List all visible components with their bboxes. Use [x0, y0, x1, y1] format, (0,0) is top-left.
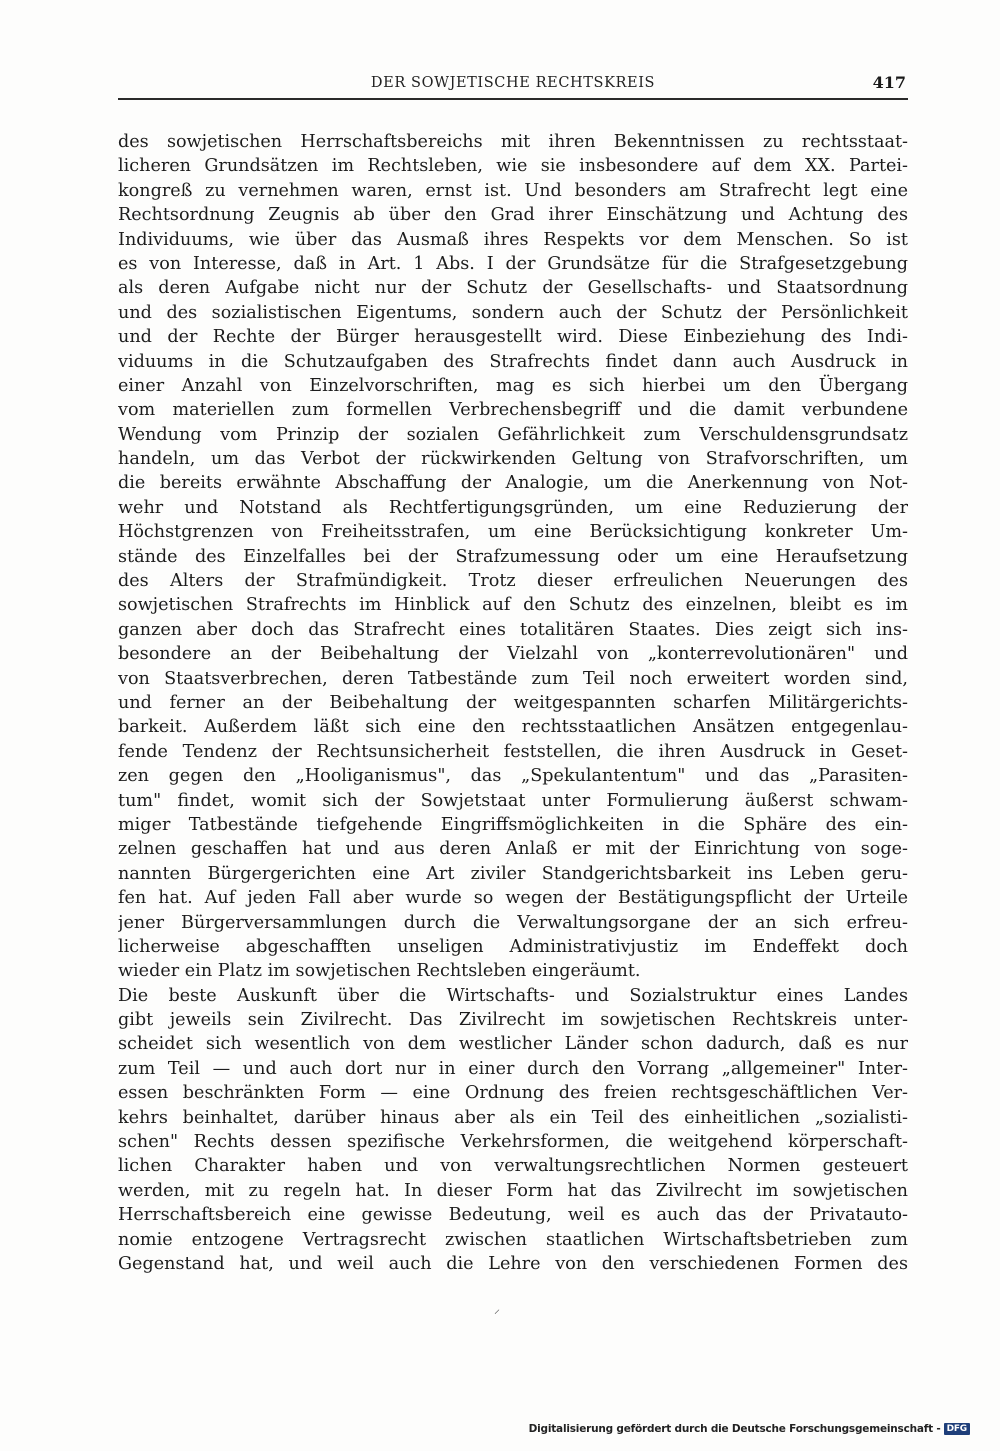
text-line: zen gegen den „Hooliganismus", das „Spekulantentum" und das „Parasiten- [118, 766, 908, 787]
text-line: die bereits erwähnte Abschaffung der Analogie, um die Anerkennung von Not- [118, 473, 908, 494]
text-line: vom materiellen zum formellen Verbrechensbegriff und die damit verbundene [118, 400, 908, 421]
text-line: tum" findet, womit sich der Sowjetstaat unter Formulierung äußerst schwam- [118, 790, 908, 811]
text-line: des Alters der Strafmündigkeit. Trotz dieser erfreulichen Neuerungen des [118, 571, 908, 592]
text-line: und ferner an der Beibehaltung der weitgespannten scharfen Militärgerichts- [118, 692, 908, 713]
text-line: zum Teil — und auch dort nur in einer durch den Vorrang „allgemeiner" Inter- [118, 1058, 908, 1079]
scan-artifact-mark: ⸝ [494, 1302, 501, 1316]
running-header [118, 72, 908, 100]
text-line: gibt jeweils sein Zivilrecht. Das Zivilrecht im sowjetischen Rechtskreis unter- [118, 1010, 908, 1031]
text-line: schen" Rechts dessen spezifische Verkehrsformen, die weitgehend körperschaft- [118, 1132, 908, 1153]
text-line: werden, mit zu regeln hat. In dieser Form hat das Zivilrecht im sowjetischen [118, 1180, 908, 1201]
paragraph-1 [118, 130, 908, 984]
text-line: kehrs beinhaltet, darüber hinaus aber als ein Teil des einheitlichen „sozialisti- [118, 1107, 908, 1128]
text-line: und des sozialistischen Eigentums, sondern auch der Schutz der Persönlichkeit [118, 302, 908, 323]
text-line: des sowjetischen Herrschaftsbereichs mit ihren Bekenntnissen zu rechtsstaat- [118, 132, 908, 152]
text-line: sowjetischen Strafrechts im Hinblick auf den Schutz des einzelnen, bleibt es im [118, 595, 908, 616]
text-line: jener Bürgerversammlungen durch die Verwaltungsorgane der an sich erfreu- [118, 912, 908, 933]
text-line: Herrschaftsbereich eine gewisse Bedeutung, weil es auch das der Privatauto- [118, 1205, 908, 1226]
body-text [118, 130, 908, 1276]
text-line: essen beschränkten Form — eine Ordnung des freien rechtsgeschäftlichen Ver- [118, 1083, 908, 1104]
text-line: fen hat. Auf jeden Fall aber wurde so wegen der Bestätigungspflicht der Urteile [118, 888, 908, 909]
text-line: viduums in die Schutzaufgaben des Strafrechts findet dann auch Ausdruck in [118, 351, 908, 372]
text-line: besondere an der Beibehaltung der Vielzahl von „konterrevolutionären" und [118, 644, 908, 665]
text-line: lichen Charakter haben und von verwaltungsrechtlichen Normen gesteuert [118, 1156, 908, 1177]
text-line: wehr und Notstand als Rechtfertigungsgründen, um eine Reduzierung der [118, 497, 908, 518]
text-line: nannten Bürgergerichten eine Art ziviler Standgerichtsbarkeit ins Leben geru- [118, 863, 908, 884]
text-line: und der Rechte der Bürger herausgestellt wird. Diese Einbeziehung des Indi- [118, 327, 908, 348]
text-line: stände des Einzelfalles bei der Strafzumessung oder um eine Heraufsetzung [118, 546, 908, 567]
text-line: als deren Aufgabe nicht nur der Schutz der Gesellschafts- und Staatsordnung [118, 278, 908, 299]
text-line: Rechtsordnung Zeugnis ab über den Grad ihrer Einschätzung und Achtung des [118, 205, 908, 226]
credit-text: Digitalisierung gefördert durch die Deutsche Forschungsgemeinschaft - [528, 1423, 941, 1435]
text-line: zelnen geschaffen hat und aus deren Anlaß er mit der Einrichtung von soge- [118, 839, 908, 860]
text-line: Die beste Auskunft über die Wirtschafts- und Sozialstruktur eines Landes [118, 985, 908, 1006]
text-line: von Staatsverbrechen, deren Tatbestände zum Teil noch erweitert worden sind, [118, 668, 908, 689]
text-line: Wendung vom Prinzip der sozialen Gefährlichkeit zum Verschuldensgrundsatz [118, 424, 908, 445]
text-line: kongreß zu vernehmen waren, ernst ist. Und besonders am Strafrecht legt eine [118, 180, 908, 201]
text-line: handeln, um das Verbot der rückwirkenden Geltung von Strafvorschriften, um [118, 449, 908, 470]
text-line: miger Tatbestände tiefgehende Eingriffsmöglichkeiten in die Sphäre des ein- [118, 814, 908, 835]
digitization-credit [529, 1423, 970, 1435]
text-line: einer Anzahl von Einzelvorschriften, mag es sich hierbei um den Übergang [118, 375, 908, 396]
text-line: wieder ein Platz im sowjetischen Rechtsleben eingeräumt. [118, 961, 641, 982]
text-line: licheren Grundsätzen im Rechtsleben, wie sie insbesondere auf dem XX. Partei- [118, 156, 908, 177]
text-line: Individuums, wie über das Ausmaß ihres Respekts vor dem Menschen. So ist [118, 229, 908, 250]
text-line: Gegenstand hat, und weil auch die Lehre von den verschiedenen Formen des [118, 1253, 908, 1274]
text-line: barkeit. Außerdem läßt sich eine den rechtsstaatlichen Ansätzen entgegenlau- [118, 717, 908, 738]
running-title: DER SOWJETISCHE RECHTSKREIS [370, 75, 656, 91]
text-line: fende Tendenz der Rechtsunsicherheit feststellen, die ihren Ausdruck in Geset- [118, 741, 908, 762]
text-line: scheidet sich wesentlich von dem westlicher Länder schon dadurch, daß es nur [118, 1034, 908, 1055]
text-line: nomie entzogene Vertragsrecht zwischen staatlichen Wirtschaftsbetrieben zum [118, 1229, 908, 1250]
paragraph-2 [118, 984, 908, 1277]
page-number: 417 [872, 73, 906, 92]
text-line: ganzen aber doch das Strafrecht eines totalitären Staates. Dies zeigt sich ins- [118, 619, 908, 640]
text-line: Höchstgrenzen von Freiheitsstrafen, um eine Berücksichtigung konkreter Um- [118, 522, 908, 543]
text-line: es von Interesse, daß in Art. 1 Abs. I der Grundsätze für die Strafgesetzgebung [118, 253, 908, 274]
text-line: licherweise abgeschafften unseligen Administrativjustiz im Endeffekt doch [118, 936, 908, 957]
dfg-logo: DFG [944, 1423, 970, 1435]
